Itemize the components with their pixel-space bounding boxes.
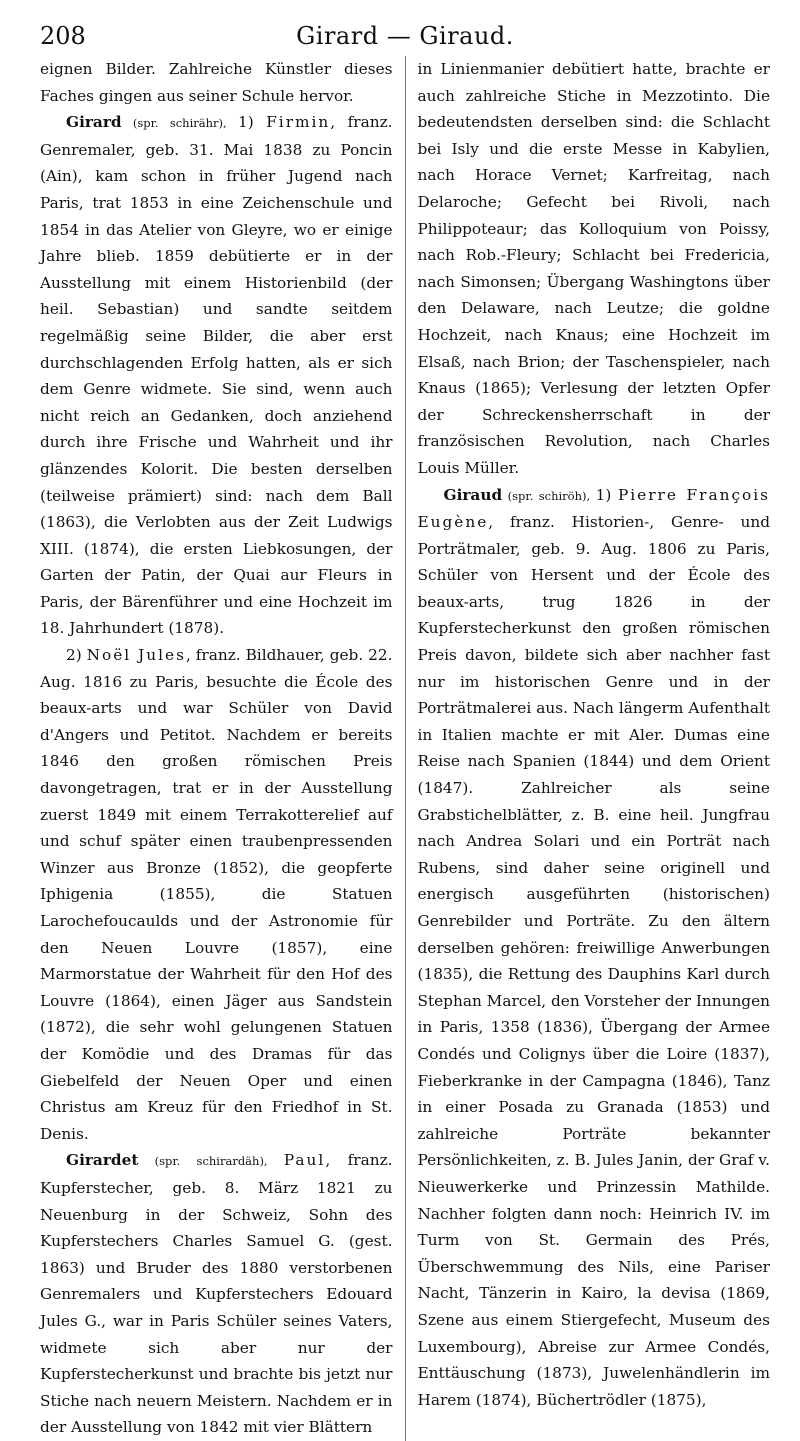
pronunciation: (spr. schirardäh), (138, 1154, 284, 1169)
page-header (40, 14, 770, 56)
entry-text: , franz. Genremaler, geb. 31. Mai 1838 zu Poncin (Ain), kam schon in früher Jugend nach Paris, trat 1853 in eine Zeichenschule und 1854 in das Atelier von Gleyre, wo er einige Jahre blieb. 1859 debütierte er in der Ausstellung mit einem Historienbild (der heil. Sebastian) und sandte seitdem regelmäßig seine Bilder, die aber erst durchschlagenden Erfolg hatten, als er sich dem Genre widmete. Sie sind, wenn auch nicht reich an Gedanken, doch anziehend durch ihre Frische und Wahrheit und ihr glänzendes Kolorit. Die besten derselben (teilweise prämiert) sind: nach dem Ball (1863), die Verlobten aus der Zeit Ludwigs XIII. (1874), die ersten Liebkosungen, der Garten der Patin, der Quai aur Fleurs in Paris, der Bärenführer und eine Hochzeit im 18. Jahrhundert (1878). (40, 113, 393, 638)
running-head: Girard — Giraud. (296, 22, 514, 50)
pronunciation: (spr. schiröh), (502, 488, 596, 503)
headword: Giraud (443, 485, 503, 504)
entry-text: , franz. Bildhauer, geb. 22. Aug. 1816 zu Paris, besuchte die École des beaux-arts und war Schüler von David d'Angers und Petitot. Nachdem er bereits 1846 den großen römischen Preis davongetragen, trat er in der Ausstellung zuerst 1849 mit einem Terrakotterelief auf und schuf später einen traubenpressenden Winzer aus Bronze (1852), die geopferte Iphigenia (1855), die Statuen Larochefoucaulds und der Astronomie für den Neuen Louvre (1857), eine Marmorstatue der Wahrheit für den Hof des Louvre (1864), einen Jäger aus Sandstein (1872), die sehr wohl gelungenen Statuen der Komödie und des Dramas für das Giebelfeld der Neuen Oper und einen Christus am Kreuz für den Friedhof in St. Denis. (40, 646, 393, 1143)
entry-girard (40, 109, 393, 642)
person-name: Paul (283, 1151, 326, 1170)
person-name: Firmin (266, 113, 331, 132)
two-column-body (40, 56, 770, 1441)
person-name: Pierre François Eugène (417, 485, 770, 532)
entry-text: , franz. Historien-, Genre- und Porträtmaler, geb. 9. Aug. 1806 zu Paris, Schüler von Hersent und der École des beaux-arts, trug 1826 in der Kupferstecherkunst den großen römischen Preis davon, bildete sich aber nachher fast nur im historischen Genre und in der Porträtmalerei aus. Nach längerm Aufenthalt in Italien machte er mit Aler. Dumas eine Reise nach Spanien (1844) und dem Orient (1847). Zahlreicher als seine Grabstichelblätter, z. B. eine heil. Jungfrau nach Andrea Solari und ein Porträt nach Rubens, sind daher seine originell und energisch ausgeführten (historischen) Genrebilder und Porträte. Zu den ältern derselben gehören: freiwillige Anwerbungen (1835), die Rettung des Dauphins Karl durch Stephan Marcel, den Vorsteher der Innungen in Paris, 1358 (1836), Übergang der Armee Condés und Colignys über die Loire (1837), Fieberkranke in der Campagna (1846), Tanz in einer Posada zu Granada (1853) und zahlreiche Porträte bekannter Persönlichkeiten, z. B. Jules Janin, der Graf v. Nieuwerkerke und Prinzessin Mathilde. Nachher folgten dann noch: Heinrich IV. im Turm von St. Germain des Prés, Überschwemmung des Nils, eine Pariser Nacht, Tänzerin in Kairo, la devisa (1869, Szene aus einem Stiergefecht, Museum des Luxembourg), Abreise zur Armee Condés, Enttäuschung (1873), Juwelenhändlerin im Harem (1874), Büchertrödler (1875), (417, 513, 771, 1409)
headword: Girard (66, 113, 122, 132)
person-name: Noël Jules (86, 646, 186, 665)
entry-girard-2 (40, 642, 393, 1147)
pronunciation: (spr. schirähr), (121, 116, 238, 131)
right-column (405, 56, 771, 1441)
headword: Girardet (66, 1151, 139, 1170)
entry-girardet (40, 1147, 393, 1441)
sub-number: 2) (66, 646, 87, 665)
sub-number: 1) (595, 485, 618, 504)
left-column (40, 56, 405, 1441)
page-number: 208 (40, 22, 86, 50)
entry-giraud (418, 482, 771, 1414)
sub-number: 1) (237, 113, 267, 132)
entry-text: , franz. Kupferstecher, geb. 8. März 1821 zu Neuenburg in der Schweiz, Sohn des Kupferstechers Charles Samuel G. (gest. 1863) und Bruder des 1880 verstorbenen Genremalers und Kupferstechers Edouard Jules G., war in Paris Schüler seines Vaters, widmete sich aber nur der Kupferstecherkunst und brachte bis jetzt nur Stiche nach neuern Meistern. Nachdem er in der Ausstellung von 1842 mit vier Blättern (40, 1151, 393, 1437)
continuation-paragraph: eignen Bilder. Zahlreiche Künstler dieses Faches gingen aus seiner Schule hervor. (40, 60, 393, 105)
continuation-paragraph: in Linienmanier debütiert hatte, brachte er auch zahlreiche Stiche in Mezzotinto. Die bedeutendsten derselben sind: die Schlacht bei Isly und die erste Messe in Kabylien, nach Horace Vernet; Karfreitag, nach Delaroche; Gefecht bei Rivoli, nach Philippoteaur; das Kolloquium von Poissy, nach Rob.-Fleury; Schlacht bei Fredericia, nach Simonsen; Übergang Washingtons über den Delaware, nach Leutze; die goldne Hochzeit, nach Knaus; eine Hochzeit im Elsaß, nach Brion; der Taschenspieler, nach Knaus (1865); Verlesung der letzten Opfer der Schreckensherrschaft in der französischen Revolution, nach Charles Louis Müller. (417, 60, 770, 477)
